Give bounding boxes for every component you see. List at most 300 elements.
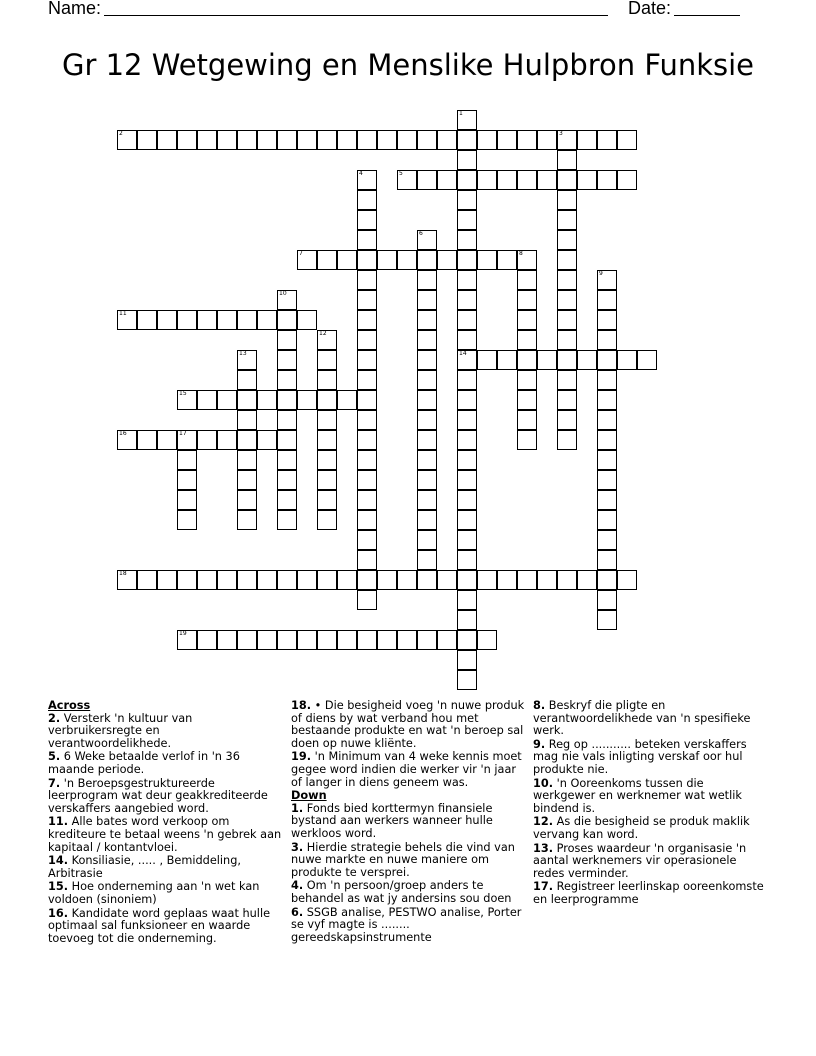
crossword-cell[interactable] <box>577 350 597 370</box>
crossword-cell[interactable] <box>357 370 377 390</box>
crossword-cell[interactable] <box>357 490 377 510</box>
clues-column-1 <box>48 700 284 946</box>
crossword-cell[interactable] <box>597 310 617 330</box>
across-heading: Across <box>48 699 91 712</box>
crossword-cell[interactable] <box>517 170 537 190</box>
crossword-cell[interactable] <box>597 170 617 190</box>
crossword-cell[interactable] <box>557 150 577 170</box>
crossword-cell[interactable] <box>557 130 577 150</box>
crossword-cell[interactable] <box>357 230 377 250</box>
clue-down-12: 12. As die besigheid se produk maklik vervang kan word. <box>533 815 750 841</box>
crossword-cell[interactable] <box>497 570 517 590</box>
crossword-cell[interactable] <box>557 370 577 390</box>
crossword-cell[interactable] <box>297 310 317 330</box>
crossword-cell[interactable] <box>457 350 477 370</box>
crossword-cell[interactable] <box>237 630 257 650</box>
crossword-cell[interactable] <box>297 390 317 410</box>
crossword-cell[interactable] <box>457 670 477 690</box>
crossword-cell[interactable] <box>417 570 437 590</box>
crossword-cell[interactable] <box>277 450 297 470</box>
clue-across-15: 15. Hoe onderneming aan 'n wet kan voldoen (sinoniem) <box>48 880 260 906</box>
crossword-cell[interactable] <box>457 450 477 470</box>
crossword-cell[interactable] <box>237 310 257 330</box>
crossword-cell[interactable] <box>217 310 237 330</box>
crossword-cell[interactable] <box>317 570 337 590</box>
crossword-cell[interactable] <box>137 570 157 590</box>
crossword-cell[interactable] <box>417 170 437 190</box>
crossword-cell[interactable] <box>557 190 577 210</box>
crossword-cell[interactable] <box>457 410 477 430</box>
clue-number: 10 <box>279 290 287 297</box>
crossword-cell[interactable] <box>237 350 257 370</box>
clue-number: 14 <box>459 350 467 357</box>
crossword-cell[interactable] <box>557 210 577 230</box>
crossword-cell[interactable] <box>537 350 557 370</box>
crossword-cell[interactable] <box>237 490 257 510</box>
crossword-cell[interactable] <box>357 590 377 610</box>
crossword-cell[interactable] <box>377 250 397 270</box>
crossword-cell[interactable] <box>417 550 437 570</box>
crossword-cell[interactable] <box>317 630 337 650</box>
crossword-cell[interactable] <box>477 350 497 370</box>
crossword-cell[interactable] <box>277 630 297 650</box>
crossword-cell[interactable] <box>117 130 137 150</box>
crossword-cell[interactable] <box>357 630 377 650</box>
crossword-cell[interactable] <box>377 130 397 150</box>
crossword-cell[interactable] <box>517 350 537 370</box>
clue-number: 16 <box>119 430 127 437</box>
clue-number: 6 <box>419 230 423 237</box>
crossword-cell[interactable] <box>477 170 497 190</box>
crossword-cell[interactable] <box>317 390 337 410</box>
clue-number: 8 <box>519 250 523 257</box>
crossword-cell[interactable] <box>457 330 477 350</box>
crossword-cell[interactable] <box>457 270 477 290</box>
crossword-cell[interactable] <box>117 430 137 450</box>
crossword-cell[interactable] <box>357 170 377 190</box>
crossword-cell[interactable] <box>437 250 457 270</box>
crossword-cell[interactable] <box>597 390 617 410</box>
crossword-cell[interactable] <box>177 390 197 410</box>
crossword-cell[interactable] <box>257 390 277 410</box>
clue-number: 15 <box>179 390 187 397</box>
crossword-cell[interactable] <box>457 590 477 610</box>
crossword-cell[interactable] <box>237 570 257 590</box>
crossword-cell[interactable] <box>357 250 377 270</box>
crossword-cell[interactable] <box>417 250 437 270</box>
clue-number: 18 <box>119 570 127 577</box>
crossword-cell[interactable] <box>317 470 337 490</box>
crossword-cell[interactable] <box>437 570 457 590</box>
crossword-cell[interactable] <box>417 130 437 150</box>
crossword-cell[interactable] <box>177 630 197 650</box>
clue-down-9: 9. Reg op ........... beteken verskaffers mag nie vals inligting verskaf oor hul produkte nie. <box>533 737 747 776</box>
crossword-cell[interactable] <box>277 410 297 430</box>
crossword-cell[interactable] <box>597 590 617 610</box>
clue-number: 5 <box>399 170 403 177</box>
crossword-cell[interactable] <box>117 570 137 590</box>
clue-down-3: 3. Hierdie strategie behels die vind van nuwe markte en nuwe maniere om produkte te versprei. <box>291 840 515 879</box>
crossword-cell[interactable] <box>197 390 217 410</box>
clue-down-1: 1. Fonds bied korttermyn finansiele bystand aan werkers wanneer hulle werkloos word. <box>291 801 493 840</box>
crossword-cell[interactable] <box>417 450 437 470</box>
crossword-cell[interactable] <box>337 390 357 410</box>
crossword-cell[interactable] <box>237 410 257 430</box>
crossword-cell[interactable] <box>457 570 477 590</box>
crossword-cell[interactable] <box>557 290 577 310</box>
crossword-cell[interactable] <box>517 250 537 270</box>
crossword-cell[interactable] <box>557 310 577 330</box>
crossword-cell[interactable] <box>317 450 337 470</box>
crossword-cell[interactable] <box>397 250 417 270</box>
crossword-cell[interactable] <box>457 150 477 170</box>
crossword-cell[interactable] <box>277 330 297 350</box>
clue-down-6: 6. SSGB analise, PESTWO analise, Porter se vyf magte is ........ gereedskapsinstrumente <box>291 905 522 944</box>
crossword-cell[interactable] <box>357 210 377 230</box>
crossword-cell[interactable] <box>237 130 257 150</box>
crossword-cell[interactable] <box>357 270 377 290</box>
crossword-cell[interactable] <box>417 390 437 410</box>
clue-across-18: 18. • Die besigheid voeg 'n nuwe produk of diens by wat verband hou met bestaande produkte en wat 'n beroep sal doen op nuwe kliënte. <box>291 699 525 750</box>
down-heading: Down <box>291 789 327 803</box>
crossword-cell[interactable] <box>457 430 477 450</box>
crossword-cell[interactable] <box>257 570 277 590</box>
crossword-cell[interactable] <box>417 490 437 510</box>
crossword-cell[interactable] <box>277 430 297 450</box>
crossword-cell[interactable] <box>457 250 477 270</box>
crossword-cell[interactable] <box>537 170 557 190</box>
crossword-cell[interactable] <box>557 430 577 450</box>
crossword-cell[interactable] <box>277 370 297 390</box>
crossword-cell[interactable] <box>217 570 237 590</box>
crossword-cell[interactable] <box>177 130 197 150</box>
crossword-cell[interactable] <box>517 270 537 290</box>
crossword-cell[interactable] <box>417 330 437 350</box>
crossword-cell[interactable] <box>237 450 257 470</box>
clue-number: 3 <box>559 130 563 137</box>
crossword-cell[interactable] <box>597 550 617 570</box>
crossword-cell[interactable] <box>617 350 637 370</box>
crossword-cell[interactable] <box>317 510 337 530</box>
crossword-cell[interactable] <box>317 410 337 430</box>
crossword-cell[interactable] <box>157 430 177 450</box>
crossword-cell[interactable] <box>457 650 477 670</box>
clue-across-19: 19. 'n Minimum van 4 weke kennis moet gegee word indien die werker vir 'n jaar of langer in diens geneem was. <box>291 750 522 789</box>
clues-column-2 <box>291 700 525 945</box>
crossword-cell[interactable] <box>357 510 377 530</box>
crossword-cell[interactable] <box>137 130 157 150</box>
crossword-cell[interactable] <box>237 430 257 450</box>
crossword-cell[interactable] <box>537 130 557 150</box>
crossword-cell[interactable] <box>357 290 377 310</box>
clue-number: 7 <box>299 250 303 257</box>
crossword-cell[interactable] <box>177 570 197 590</box>
crossword-cell[interactable] <box>417 270 437 290</box>
crossword-cell[interactable] <box>517 570 537 590</box>
crossword-cell[interactable] <box>517 330 537 350</box>
crossword-cell[interactable] <box>397 630 417 650</box>
crossword-cell[interactable] <box>597 330 617 350</box>
crossword-cell[interactable] <box>457 310 477 330</box>
clue-across-2: 2. Versterk 'n kultuur van verbruikersregte en verantwoordelikhede. <box>48 711 193 750</box>
crossword-cell[interactable] <box>477 570 497 590</box>
crossword-cell[interactable] <box>617 130 637 150</box>
crossword-cell[interactable] <box>357 430 377 450</box>
crossword-cell[interactable] <box>357 530 377 550</box>
crossword-cell[interactable] <box>377 630 397 650</box>
crossword-cell[interactable] <box>217 630 237 650</box>
crossword-cell[interactable] <box>597 610 617 630</box>
clue-across-16: 16. Kandidate word geplaas waat hulle optimaal sal funksioneer en waarde toevoeg tot die onderneming. <box>48 906 271 945</box>
crossword-cell[interactable] <box>617 170 637 190</box>
crossword-cell[interactable] <box>557 570 577 590</box>
crossword-cell[interactable] <box>417 470 437 490</box>
crossword-cell[interactable] <box>157 310 177 330</box>
crossword-cell[interactable] <box>277 470 297 490</box>
crossword-cell[interactable] <box>457 510 477 530</box>
clues-column-3 <box>533 700 769 908</box>
crossword-cell[interactable] <box>137 310 157 330</box>
crossword-cell[interactable] <box>517 410 537 430</box>
crossword-cell[interactable] <box>417 290 437 310</box>
crossword-cell[interactable] <box>177 490 197 510</box>
crossword-cell[interactable] <box>317 350 337 370</box>
crossword-cell[interactable] <box>197 630 217 650</box>
clue-number: 1 <box>459 110 463 117</box>
clue-down-10: 10. 'n Ooreenkoms tussen die werkgewer en werknemer wat wetlik bindend is. <box>533 776 742 815</box>
crossword-cell[interactable] <box>417 430 437 450</box>
crossword-cell[interactable] <box>297 130 317 150</box>
crossword-cell[interactable] <box>517 290 537 310</box>
crossword-cell[interactable] <box>277 350 297 370</box>
crossword-cell[interactable] <box>177 430 197 450</box>
crossword-cell[interactable] <box>557 230 577 250</box>
crossword-cell[interactable] <box>597 470 617 490</box>
crossword-cell[interactable] <box>577 170 597 190</box>
crossword-cell[interactable] <box>557 250 577 270</box>
crossword-cell[interactable] <box>557 330 577 350</box>
crossword-cell[interactable] <box>217 390 237 410</box>
crossword-cell[interactable] <box>517 390 537 410</box>
crossword-cell[interactable] <box>317 430 337 450</box>
crossword-cell[interactable] <box>357 130 377 150</box>
crossword-cell[interactable] <box>317 250 337 270</box>
clue-number: 4 <box>359 170 363 177</box>
crossword-cell[interactable] <box>357 330 377 350</box>
crossword-cell[interactable] <box>217 430 237 450</box>
crossword-cell[interactable] <box>457 470 477 490</box>
crossword-cell[interactable] <box>417 230 437 250</box>
crossword-cell[interactable] <box>297 630 317 650</box>
clue-number: 12 <box>319 330 327 337</box>
crossword-cell[interactable] <box>617 570 637 590</box>
crossword-cell[interactable] <box>197 430 217 450</box>
crossword-cell[interactable] <box>457 550 477 570</box>
crossword-cell[interactable] <box>297 250 317 270</box>
crossword-cell[interactable] <box>217 130 237 150</box>
crossword-cell[interactable] <box>397 130 417 150</box>
crossword-cell[interactable] <box>317 130 337 150</box>
crossword-cell[interactable] <box>597 530 617 550</box>
crossword-cell[interactable] <box>597 450 617 470</box>
crossword-cell[interactable] <box>277 310 297 330</box>
crossword-cell[interactable] <box>257 630 277 650</box>
crossword-cell[interactable] <box>337 250 357 270</box>
crossword-cell[interactable] <box>417 530 437 550</box>
crossword-cell[interactable] <box>397 170 417 190</box>
crossword-cell[interactable] <box>457 370 477 390</box>
clue-number: 2 <box>119 130 123 137</box>
crossword-cell[interactable] <box>297 570 317 590</box>
crossword-cell[interactable] <box>497 170 517 190</box>
crossword-cell[interactable] <box>517 430 537 450</box>
crossword-cell[interactable] <box>597 350 617 370</box>
crossword-cell[interactable] <box>577 130 597 150</box>
crossword-cell[interactable] <box>137 430 157 450</box>
crossword-cell[interactable] <box>457 210 477 230</box>
crossword-cell[interactable] <box>277 490 297 510</box>
crossword-cell[interactable] <box>177 510 197 530</box>
clue-across-5: 5. 6 Weke betaalde verlof in 'n 36 maande periode. <box>48 750 240 776</box>
crossword-cell[interactable] <box>457 230 477 250</box>
clue-number: 17 <box>179 430 187 437</box>
crossword-cell[interactable] <box>497 250 517 270</box>
clue-across-14: 14. Konsiliasie, ..... , Bemiddeling, Arbitrasie <box>48 854 241 880</box>
clue-down-4: 4. Om 'n persoon/groep anders te behandel as wat jy andersins sou doen <box>291 879 512 905</box>
crossword-cell[interactable] <box>197 130 217 150</box>
clue-number: 13 <box>239 350 247 357</box>
crossword-cell[interactable] <box>357 570 377 590</box>
crossword-cell[interactable] <box>197 570 217 590</box>
crossword-cell[interactable] <box>497 350 517 370</box>
clue-number: 19 <box>179 630 187 637</box>
crossword-cell[interactable] <box>597 270 617 290</box>
crossword-cell[interactable] <box>637 350 657 370</box>
crossword-cell[interactable] <box>277 390 297 410</box>
crossword-cell[interactable] <box>277 130 297 150</box>
crossword-cell[interactable] <box>557 350 577 370</box>
crossword-cell[interactable] <box>457 190 477 210</box>
crossword-cell[interactable] <box>477 630 497 650</box>
crossword-cell[interactable] <box>597 370 617 390</box>
crossword-cell[interactable] <box>317 330 337 350</box>
crossword-cell[interactable] <box>357 470 377 490</box>
crossword-cell[interactable] <box>277 570 297 590</box>
crossword-cell[interactable] <box>457 110 477 130</box>
crossword-cell[interactable] <box>237 470 257 490</box>
clue-down-17: 17. Registreer leerlinskap ooreenkomste en leerprogramme <box>533 880 764 906</box>
crossword-cell[interactable] <box>457 130 477 150</box>
crossword-cell[interactable] <box>417 310 437 330</box>
crossword-cell[interactable] <box>257 130 277 150</box>
crossword-cell[interactable] <box>437 630 457 650</box>
crossword-cell[interactable] <box>557 410 577 430</box>
crossword-cell[interactable] <box>557 170 577 190</box>
crossword-cell[interactable] <box>597 430 617 450</box>
crossword-cell[interactable] <box>237 390 257 410</box>
crossword-cell[interactable] <box>517 130 537 150</box>
crossword-cell[interactable] <box>557 270 577 290</box>
crossword-cell[interactable] <box>517 370 537 390</box>
crossword-cell[interactable] <box>317 490 337 510</box>
crossword-cell[interactable] <box>497 130 517 150</box>
crossword-cell[interactable] <box>417 630 437 650</box>
crossword-cell[interactable] <box>597 290 617 310</box>
crossword-cell[interactable] <box>337 570 357 590</box>
crossword-cell[interactable] <box>457 630 477 650</box>
crossword-cell[interactable] <box>397 570 417 590</box>
crossword-cell[interactable] <box>337 630 357 650</box>
crossword-cell[interactable] <box>597 410 617 430</box>
crossword-cell[interactable] <box>597 570 617 590</box>
date-label: Date: <box>628 0 672 18</box>
crossword-cell[interactable] <box>457 610 477 630</box>
crossword-cell[interactable] <box>277 290 297 310</box>
page-title: Gr 12 Wetgewing en Menslike Hulpbron Funksie <box>61 48 755 82</box>
crossword-cell[interactable] <box>157 130 177 150</box>
crossword-cell[interactable] <box>477 130 497 150</box>
crossword-cell[interactable] <box>377 570 397 590</box>
crossword-cell[interactable] <box>357 550 377 570</box>
crossword-cell[interactable] <box>437 170 457 190</box>
crossword-cell[interactable] <box>577 570 597 590</box>
clue-number: 11 <box>119 310 127 317</box>
crossword-cell[interactable] <box>417 510 437 530</box>
crossword-cell[interactable] <box>177 310 197 330</box>
crossword-cell[interactable] <box>597 490 617 510</box>
crossword-cell[interactable] <box>257 310 277 330</box>
crossword-cell[interactable] <box>597 510 617 530</box>
name-label: Name: <box>48 0 102 18</box>
crossword-cell[interactable] <box>357 410 377 430</box>
crossword-cell[interactable] <box>537 570 557 590</box>
crossword-cell[interactable] <box>237 370 257 390</box>
crossword-cell[interactable] <box>437 130 457 150</box>
crossword-cell[interactable] <box>357 450 377 470</box>
crossword-cell[interactable] <box>197 310 217 330</box>
crossword-cell[interactable] <box>177 450 197 470</box>
crossword-cell[interactable] <box>357 350 377 370</box>
crossword-cell[interactable] <box>517 310 537 330</box>
crossword-cell[interactable] <box>457 530 477 550</box>
crossword-cell[interactable] <box>237 510 257 530</box>
crossword-cell[interactable] <box>457 490 477 510</box>
crossword-cell[interactable] <box>457 170 477 190</box>
crossword-cell[interactable] <box>357 190 377 210</box>
clue-across-11: 11. Alle bates word verkoop om krediteure te betaal weens 'n gebrek aan kapitaal / kontantvloei. <box>48 815 282 854</box>
crossword-cell[interactable] <box>457 290 477 310</box>
clue-number: 9 <box>599 270 603 277</box>
crossword-cell[interactable] <box>477 250 497 270</box>
clue-across-7: 7. 'n Beroepsgestruktureerde leerprogram wat deur geakkrediteerde verskaffers aangebied word. <box>48 776 268 815</box>
crossword-cell[interactable] <box>417 410 437 430</box>
crossword-cell[interactable] <box>317 370 337 390</box>
crossword-cell[interactable] <box>257 430 277 450</box>
crossword-cell[interactable] <box>337 130 357 150</box>
crossword-cell[interactable] <box>357 310 377 330</box>
crossword-cell[interactable] <box>417 350 437 370</box>
crossword-cell[interactable] <box>277 510 297 530</box>
crossword-cell[interactable] <box>177 470 197 490</box>
crossword-cell[interactable] <box>117 310 137 330</box>
clue-down-13: 13. Proses waardeur 'n organisasie 'n aantal werknemers vir operasionele redes verminder. <box>533 841 747 880</box>
crossword-cell[interactable] <box>417 370 437 390</box>
crossword-cell[interactable] <box>557 390 577 410</box>
crossword-cell[interactable] <box>457 390 477 410</box>
crossword-cell[interactable] <box>157 570 177 590</box>
crossword-cell[interactable] <box>597 130 617 150</box>
crossword-cell[interactable] <box>357 390 377 410</box>
